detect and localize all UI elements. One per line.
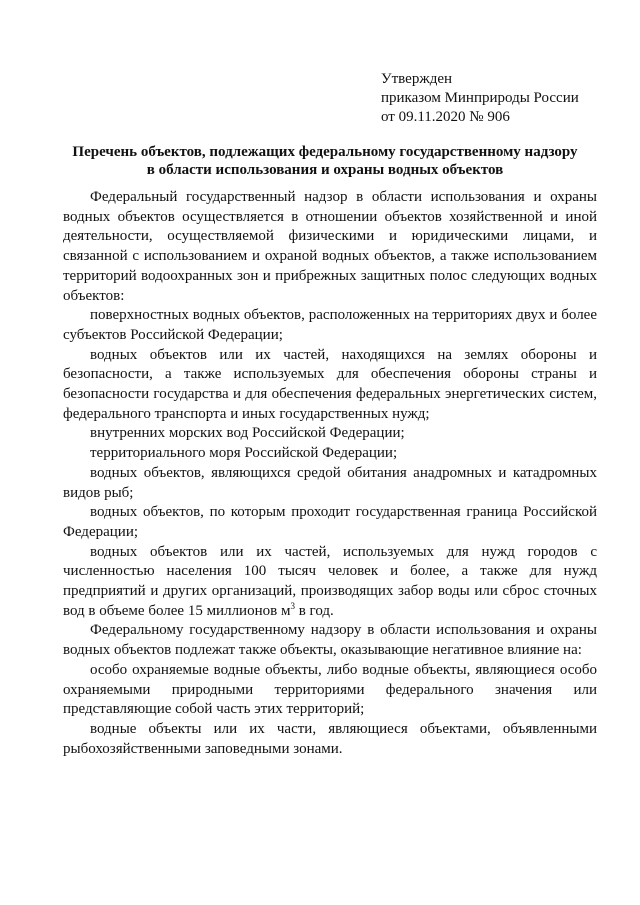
list-item-defense-lands: водных объектов или их частей, находящихся на землях обороны и безопасности, а также используемых для обеспечения обороны страны и безопасности государства и для обеспечения федеральных энергетических систем, федерального транспорта и иных государственных нужд; <box>63 346 597 422</box>
document-title-line-2: в области использования и охраны водных объектов <box>146 162 504 178</box>
list-item-fishery-zones: водные объекты или их части, являющиеся объектами, объявленными рыбохозяйственными заповедными зонами. <box>63 720 597 757</box>
list-item-protected-waters: особо охраняемые водные объекты, либо водные объекты, являющиеся особо охраняемыми природными территориями федерального значения или представляющие собой часть этих территорий; <box>63 661 597 718</box>
list-item-territorial-sea: территориального моря Российской Федерации; <box>90 445 398 462</box>
paragraph-negative-impact: Федеральному государственному надзору в области использования и охраны водных объектов подлежат также объекты, оказывающие негативное влияние на: <box>63 622 597 659</box>
cubic-superscript: 3 <box>290 600 295 611</box>
list-item-anadromous-fish: водных объектов, являющихся средой обитания анадромных и катадромных видов рыб; <box>63 464 597 501</box>
city-needs-text-end: в год. <box>294 602 334 619</box>
list-item-surface-water: поверхностных водных объектов, расположенных на территориях двух и более субъектов Российской Федерации; <box>63 307 597 343</box>
approval-line-order: приказом Минприроды России <box>381 90 579 106</box>
city-needs-text: водных объектов или их частей, используемых для нужд городов с численностью населения 100 тысяч человек и более, а также для нужд предприятий и других организаций, производящих забор воды или сброс сточных вод в объеме более 15 миллионов м <box>63 543 597 619</box>
list-item-internal-sea-waters: внутренних морских вод Российской Федерации; <box>90 425 405 442</box>
approval-line-approved: Утвержден <box>381 71 453 87</box>
approval-line-date-number: от 09.11.2020 № 906 <box>381 109 510 125</box>
list-item-city-needs <box>63 543 597 622</box>
paragraph-intro: Федеральный государственный надзор в области использования и охраны водных объектов осуществляется в отношении объектов хозяйственной и иной деятельности, осуществляемой физическими и юридическими лицами, и связанной с использованием и охраной водных объектов, а также использованием территорий водоохранных зон и прибрежных защитных полос следующих водных объектов: <box>63 189 597 304</box>
document-title <box>60 143 590 179</box>
list-item-state-border: водных объектов, по которым проходит государственная граница Российской Федерации; <box>63 504 597 540</box>
document-title-line-1: Перечень объектов, подлежащих федеральному государственному надзору <box>72 144 578 160</box>
document-body <box>63 188 597 759</box>
approval-stamp <box>381 70 621 127</box>
